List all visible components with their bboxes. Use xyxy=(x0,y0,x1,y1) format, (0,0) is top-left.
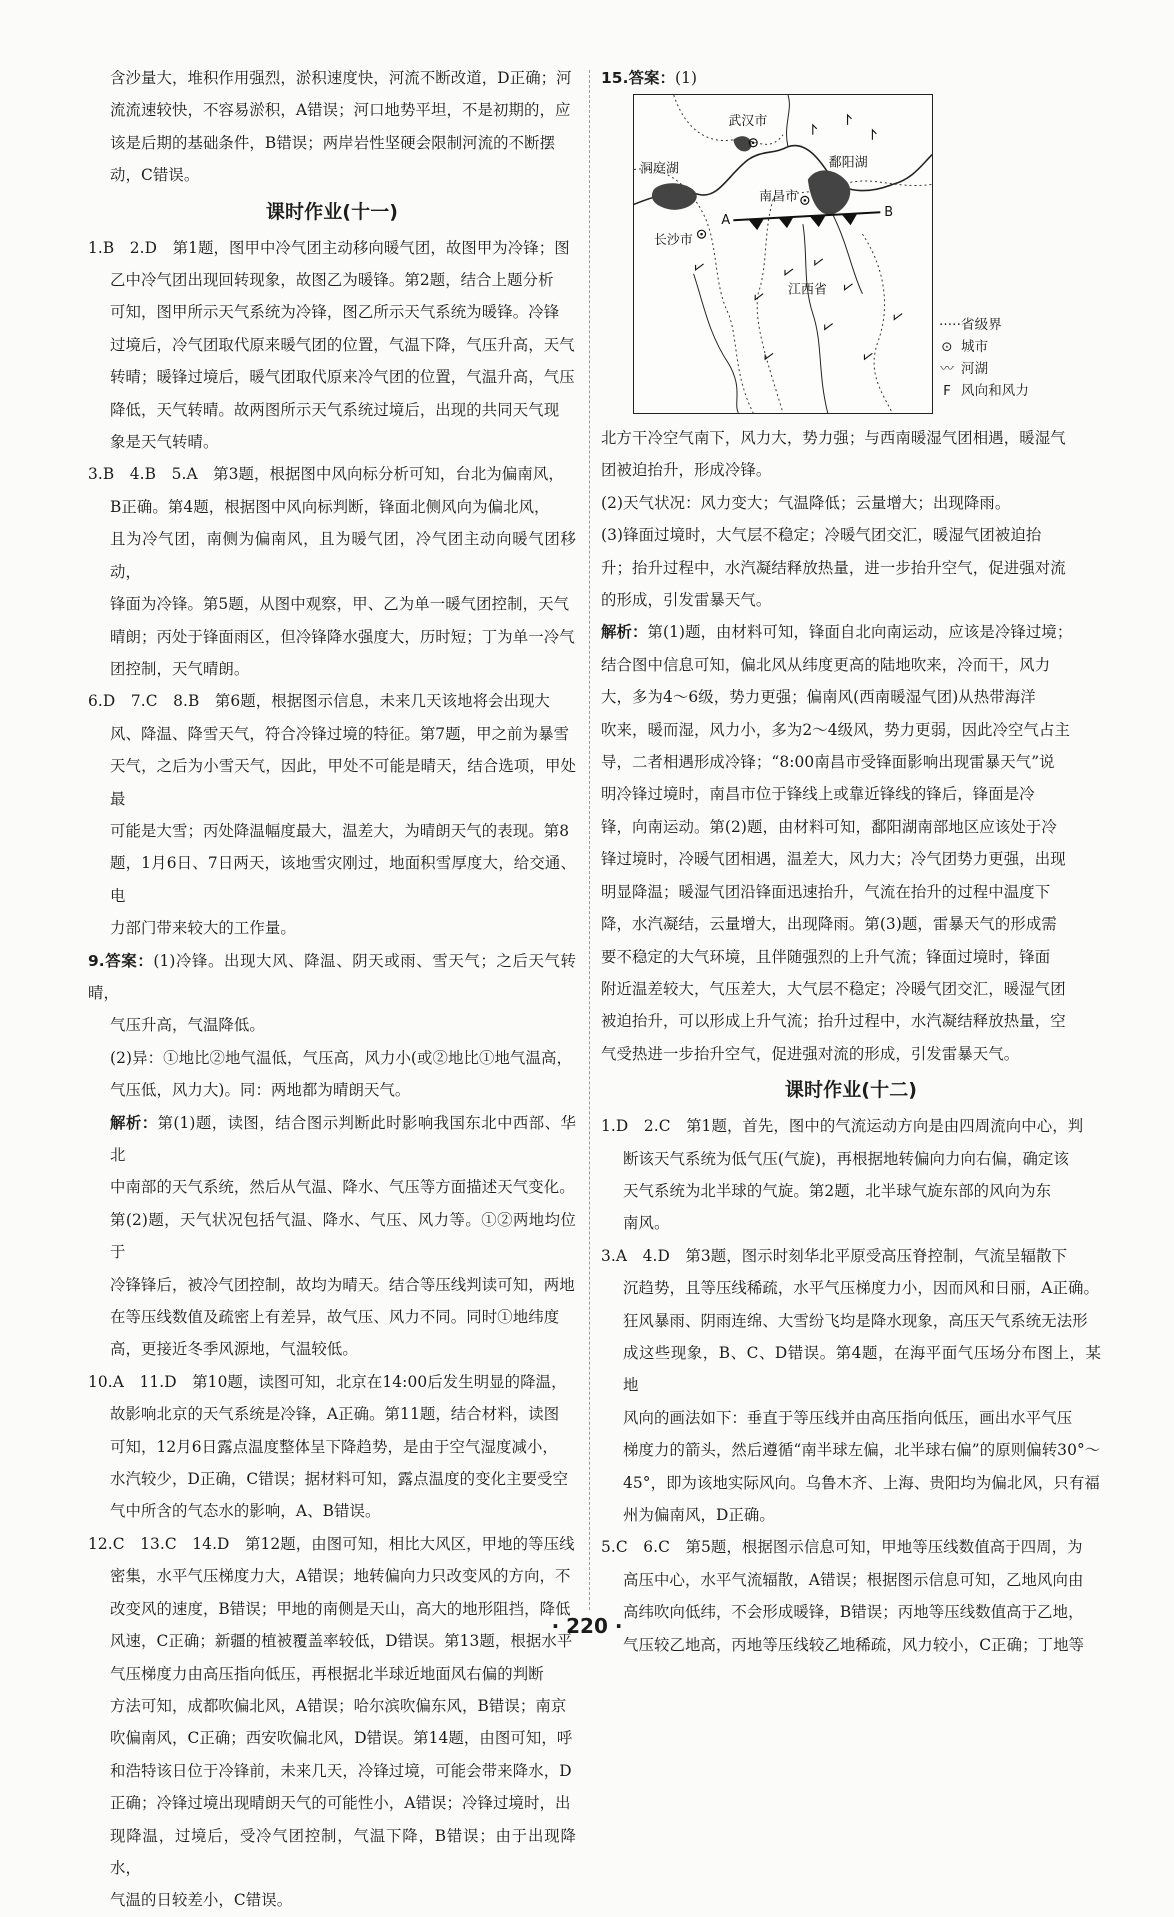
dongting-lake xyxy=(652,183,697,210)
map-label-b: B xyxy=(884,205,894,221)
text-line: 象是天气转晴。 xyxy=(110,433,219,452)
text-line: 流流速较快，不容易淤积，A错误；河口地势平坦，不是初期的，应 xyxy=(110,101,571,120)
text-line: 州为偏南风，D正确。 xyxy=(623,1506,775,1524)
text-line: 高纬吹向低纬，不会形成暖锋，B错误；丙地等压线数值高于乙地， xyxy=(623,1603,1084,1622)
text-line: 3.B 4.B 5.A 第3题，根据图中风向标分析可知，台北为偏南风， xyxy=(88,465,564,484)
text-line: 3.A 4.D 第3题，图示时刻华北平原受高压脊控制，气流呈辐散下 xyxy=(601,1246,1068,1265)
text-line: 沉趋势，且等压线稀疏，水平气压梯度力小，因而风和日丽，A正确。 xyxy=(623,1279,1099,1298)
text-line: 1.B 2.D 第1题，图甲中冷气团主动移向暖气团，故图甲为冷锋；图 xyxy=(88,238,570,257)
text-line: 动，C错误。 xyxy=(110,166,200,185)
province-boundary xyxy=(862,234,892,413)
lake-small xyxy=(733,136,751,151)
answer-q1-2 xyxy=(88,232,576,459)
text-line: 解析：第(1)题，由材料可知，锋面自北向南运动，应该是冷锋过境； xyxy=(601,623,1073,642)
text-line: 降，水汽凝结，云量增大，出现降雨。第(3)题，雷暴天气的形成需 xyxy=(601,915,1057,934)
text-line: 梯度力的箭头，然后遵循“南半球左偏，北半球右偏”的原则偏转30°～ xyxy=(623,1441,1101,1460)
answer-r-q1-2 xyxy=(601,1110,1101,1240)
text-line: 过境后，冷气团取代原来暖气团的位置，气温下降，气压升高，天气 xyxy=(110,335,575,354)
text-line: 气温的日较差小，C错误。 xyxy=(110,1891,293,1910)
answer-q3-5 xyxy=(88,458,576,685)
text-line: 成这些现象，B、C、D错误。第4题，在海平面气压场分布图上，某地 xyxy=(623,1343,1101,1395)
text-line: 天气系统为北半球的气旋。第2题，北半球气旋东部的风向为东 xyxy=(623,1181,1052,1200)
front-triangle xyxy=(810,215,826,227)
text-line: 要不稳定的大气环境，且伴随强烈的上升气流；锋面过境时，锋面 xyxy=(601,947,1051,966)
text-line: 1.D 2.C 第1题，首先，图中的气流运动方向是由四周流向中心，判 xyxy=(601,1117,1084,1136)
text-line: 风向的画法如下：垂直于等压线并由高压指向低压，画出水平气压 xyxy=(623,1408,1073,1427)
front-triangle xyxy=(748,218,764,230)
text-line: 密集，水平气压梯度力大，A错误；地转偏向力只改变风的方向，不 xyxy=(110,1567,571,1586)
text-line: (2)天气状况：风力变大；气温降低；云量增大；出现降雨。 xyxy=(601,493,1011,512)
city-symbol: ⊙ xyxy=(941,339,953,355)
text-line: 南风。 xyxy=(623,1214,670,1233)
map-label-dongting: 洞庭湖 xyxy=(639,161,679,177)
answer-label: 9.答案： xyxy=(88,951,154,970)
text-line: 故影响北京的天气系统是冷锋，A正确。第11题，结合材料，读图 xyxy=(110,1405,560,1424)
text-line: 可知，12月6日露点温度整体呈下降趋势，是由于空气湿度减小， xyxy=(110,1437,558,1456)
boundary-symbol: ····· xyxy=(939,317,961,333)
page-number: · 220 · xyxy=(551,1614,623,1638)
map-label-changsha: 长沙市 xyxy=(653,233,693,249)
legend-river: 〰 河湖 xyxy=(939,358,1029,380)
text-line: 转晴；暖锋过境后，暖气团取代原来冷气团的位置，气温升高，气压 xyxy=(110,368,575,387)
text-line: 解析：第(1)题，读图，结合图示判断此时影响我国东北中西部、华北 xyxy=(110,1113,576,1164)
answer-q9 xyxy=(88,945,576,1366)
text-line: 45°，即为该地实际风向。乌鲁木齐、上海、贵阳均为偏北风，只有福 xyxy=(623,1473,1100,1492)
text-line: 的形成，引发雷暴天气。 xyxy=(601,591,772,610)
text-line: 气压低，风力大)。同：两地都为晴朗天气。 xyxy=(110,1081,411,1100)
text-line: 和浩特该日位于冷锋前，未来几天，冷锋过境，可能会带来降水，D xyxy=(110,1761,572,1780)
section-title-12: 课时作业(十二) xyxy=(784,1079,918,1102)
text-line: 北方干冷空气南下，风力大，势力强；与西南暖湿气团相遇，暖湿气 xyxy=(601,429,1066,447)
text-line: 锋，向南运动。第(2)题，由材料可知，鄱阳湖南部地区应该处于冷 xyxy=(601,817,1057,836)
left-column xyxy=(88,62,576,1917)
river xyxy=(694,274,739,413)
answer-q15-header: 15.答案：(1) xyxy=(601,69,698,87)
text-line: 气压升高，气温降低。 xyxy=(110,1016,265,1035)
text-line: 9.答案：(1)冷锋。出现大风、降温、阴天或雨、雪天气；之后天气转晴， xyxy=(88,951,576,1002)
legend-wind: F 风向和风力 xyxy=(939,380,1029,402)
text-line: 大，多为4～6级，势力更强；偏南风(西南暖湿气团)从热带海洋 xyxy=(601,688,1036,707)
text-line: 且为冷气团，南侧为偏南风，且为暖气团，冷气团主动向暖气团移动， xyxy=(110,530,576,581)
text-line: 天气，之后为小雪天气，因此，甲处不可能是晴天，结合选项，甲处最 xyxy=(110,757,576,808)
text-line: 5.C 6.C 第5题，根据图示信息可知，甲地等压线数值高于四周，为 xyxy=(601,1538,1083,1557)
text-line: 现降温，过境后，受冷气团控制，气温下降，B错误；由于出现降水， xyxy=(110,1826,576,1877)
map-label-poyang: 鄱阳湖 xyxy=(828,155,868,171)
answer-q10-11 xyxy=(88,1366,576,1528)
text-line: 风、降温、降雪天气，符合冷锋过境的特征。第7题，甲之前为暴雪 xyxy=(110,724,570,743)
answer-label: 15.答案： xyxy=(601,69,676,87)
legend-boundary: ····· 省级界 xyxy=(939,314,1029,336)
analysis-label: 解析： xyxy=(601,623,648,642)
text-line: 高，更接近冬季风源地，气温较低。 xyxy=(110,1340,358,1359)
intro-paragraph xyxy=(88,62,576,192)
text-line: 在等压线数值及疏密上有差异，故气压、风力不同。同时①地纬度 xyxy=(110,1308,560,1327)
text-line: 气受热进一步抬升空气，促进强对流的形成，引发雷暴天气。 xyxy=(601,1044,1020,1063)
answer-r-q5-6 xyxy=(601,1531,1101,1661)
text-line: 10.A 11.D 第10题，读图可知，北京在14:00后发生明显的降温， xyxy=(88,1372,567,1391)
text-line: 被迫抬升，可以形成上升气流；抬升过程中，水汽凝结释放热量，空 xyxy=(601,1012,1066,1031)
answer-q15 xyxy=(601,422,1101,1070)
text-line: 题，1月6日、7日两天，该地雪灾刚过，地面积雪厚度大，给交通、电 xyxy=(110,854,576,905)
text-line: 断该天气系统为低气压(气旋)，再根据地转偏向力向右偏，确定该 xyxy=(623,1149,1069,1168)
text-line: B正确。第4题，根据图中风向标判断，锋面北侧风向为偏北风， xyxy=(110,497,550,516)
answer-q6-8 xyxy=(88,685,576,944)
map-label-nanchang: 南昌市 xyxy=(759,189,799,205)
weather-map-figure xyxy=(601,92,1101,422)
river xyxy=(787,95,790,147)
river xyxy=(833,214,863,293)
answer-q12-14 xyxy=(88,1528,576,1917)
text-line: 晴朗；丙处于锋面雨区，但冷锋降水强度大，历时短；丁为单一冷气 xyxy=(110,627,575,646)
text-line: 12.C 13.C 14.D 第12题，由图可知，相比大风区，甲地的等压线 xyxy=(88,1534,575,1553)
analysis-label: 解析： xyxy=(110,1113,158,1132)
text-line: 含沙量大，堆积作用强烈，淤积速度快，河流不断改道，D正确；河 xyxy=(110,69,572,87)
text-line: 气压较乙地高，丙地等压线较乙地稀疏，风力较小，C正确；丁地等 xyxy=(623,1635,1085,1654)
map-legend xyxy=(939,314,1029,402)
text-line: 方法可知，成都吹偏北风，A错误；哈尔滨吹偏东风，B错误；南京 xyxy=(110,1696,567,1715)
text-line: 明显降温；暖湿气团沿锋面迅速抬升，气流在抬升的过程中温度下 xyxy=(601,882,1051,901)
text-line: 导，二者相遇形成冷锋；“8:00南昌市受锋面影响出现雷暴天气”说 xyxy=(601,753,1055,772)
text-line: 锋过境时，冷暖气团相遇，温差大，风力大；冷气团势力更强，出现 xyxy=(601,850,1066,869)
text-line: 附近温差较大，气压差大，大气层不稳定；冷暖气团交汇，暖湿气团 xyxy=(601,979,1066,998)
text-line: 气中所含的气态水的影响，A、B错误。 xyxy=(110,1502,381,1521)
front-triangle xyxy=(778,216,794,228)
text-line: 中南部的天气系统，然后从气温、降水、气压等方面描述天气变化。 xyxy=(110,1178,575,1197)
text-line: 明冷锋过境时，南昌市位于锋线上或靠近锋线的锋后，锋面是冷 xyxy=(601,785,1035,804)
weather-map xyxy=(633,94,933,414)
legend-city: ⊙ 城市 xyxy=(939,336,1029,358)
text-line: 结合图中信息可知，偏北风从纬度更高的陆地吹来，冷而干，风力 xyxy=(601,655,1051,674)
text-line: 6.D 7.C 8.B 第6题，根据图示信息，未来几天该地将会出现大 xyxy=(88,692,551,711)
text-line: 可能是大雪；丙处降温幅度最大，温差大，为晴朗天气的表现。第8 xyxy=(110,821,570,840)
text-line: 力部门带来较大的工作量。 xyxy=(110,919,296,938)
right-column xyxy=(601,62,1101,1661)
text-line: 气压梯度力由高压指向低压，再根据北半球近地面风右偏的判断 xyxy=(110,1664,544,1683)
map-label-jiangxi: 江西省 xyxy=(787,282,827,298)
province-boundary xyxy=(757,199,783,413)
river xyxy=(803,224,828,413)
text-line: 降低，天气转晴。故两图所示天气系统过境后，出现的共同天气现 xyxy=(110,400,560,419)
text-line: 正确；冷锋过境出现晴朗天气的可能性小，A错误；冷锋过境时，出 xyxy=(110,1794,571,1813)
poyang-lake xyxy=(808,170,850,214)
text-line: 水汽较少，D正确，C错误；据材料可知，露点温度的变化主要受空 xyxy=(110,1470,569,1489)
text-line: 锋面为冷锋。第5题，从图中观察，甲、乙为单一暖气团控制，天气 xyxy=(110,595,570,614)
river-symbol: 〰 xyxy=(940,361,954,377)
text-line: 吹来，暖而湿，风力小，多为2～4级风，势力更弱，因此冷空气占主 xyxy=(601,720,1071,739)
column-divider xyxy=(589,70,590,1610)
text-line: (2)异：①地比②地气温低，气压高，风力小(或②地比①地气温高， xyxy=(110,1048,572,1067)
text-line: 团被迫抬升，形成冷锋。 xyxy=(601,461,772,480)
text-line: 狂风暴雨、阴雨连绵、大雪纷飞均是降水现象，高压天气系统无法形 xyxy=(623,1311,1088,1330)
front-triangle xyxy=(842,213,858,225)
text-line: (3)锋面过境时，大气层不稳定；冷暖气团交汇，暖湿气团被迫抬 xyxy=(601,526,1042,545)
text-line: 高压中心，水平气流辐散，A错误；根据图示信息可知，乙地风向由 xyxy=(623,1570,1084,1589)
text-line: 团控制，天气晴朗。 xyxy=(110,659,250,678)
map-label-wuhan: 武汉市 xyxy=(728,113,768,129)
map-label-a: A xyxy=(721,213,731,229)
answer-r-q3-4 xyxy=(601,1240,1101,1532)
text-line: 该是后期的基础条件，B错误；两岸岩性坚硬会限制河流的不断摆 xyxy=(110,133,556,152)
text-line: 冷锋锋后，被冷气团控制，故均为晴天。结合等压线判读可知，两地 xyxy=(110,1275,575,1294)
text-line: 吹偏南风，C正确；西安吹偏北风，D错误。第14题，由图可知，呼 xyxy=(110,1729,573,1748)
province-boundary xyxy=(634,169,753,413)
text-line: 可知，图甲所示天气系统为冷锋，图乙所示天气系统为暖锋。冷锋 xyxy=(110,303,560,322)
text-line: 第(2)题，天气状况包括气温、降水、气压、风力等。①②两地均位于 xyxy=(110,1210,576,1262)
wind-barbs xyxy=(696,115,903,359)
text-line: 改变风的速度，B错误；甲地的南侧是天山，高大的地形阻挡，降低 xyxy=(110,1599,571,1618)
text-line: 风速，C正确；新疆的植被覆盖率较低，D错误。第13题，根据水平 xyxy=(110,1632,573,1651)
wind-symbol: F xyxy=(943,383,951,399)
text-line: 乙中冷气团出现回转现象，故图乙为暖锋。第2题，结合上题分析 xyxy=(110,271,554,290)
text-line: 升；抬升过程中，水汽凝结释放热量，进一步抬升空气，促进强对流 xyxy=(601,558,1066,577)
section-title-11: 课时作业(十一) xyxy=(265,200,399,223)
